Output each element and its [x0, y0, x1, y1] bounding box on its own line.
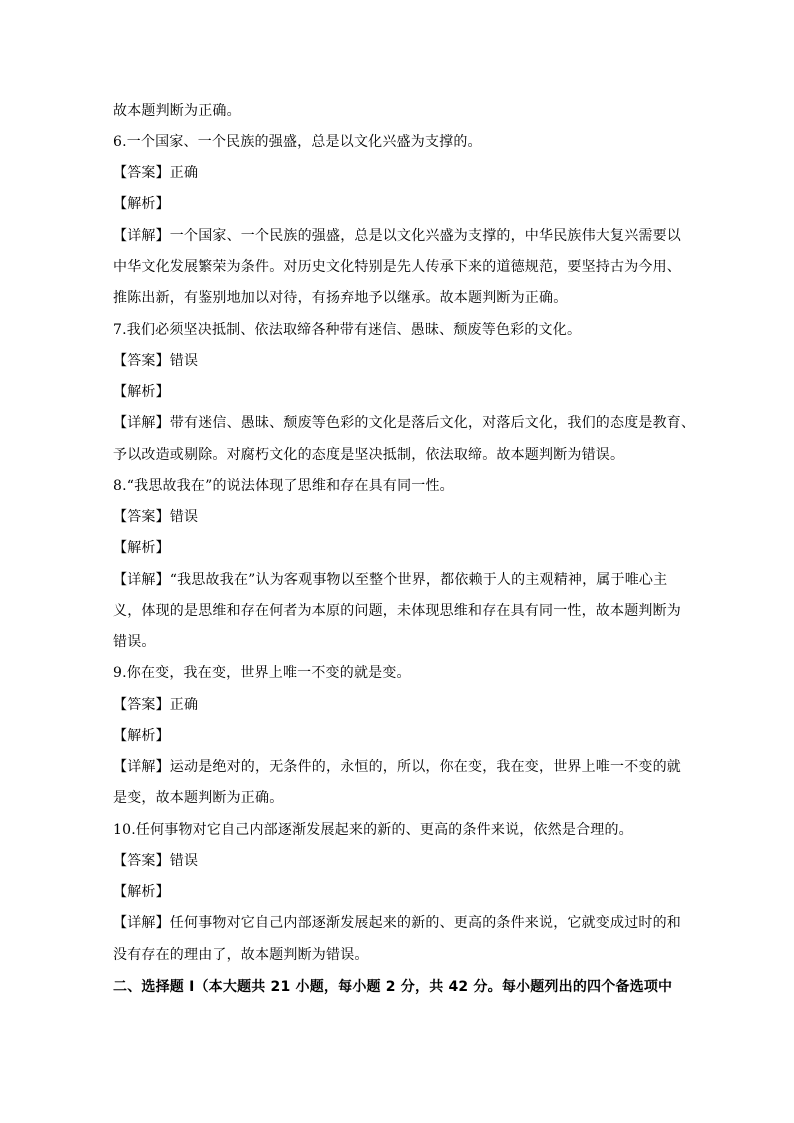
detail-8-line-1: 【详解】“我思故我在”认为客观事物以至整个世界，都依赖于人的主观精神，属于唯心主 — [113, 572, 668, 588]
answer-8: 【答案】错误 — [113, 509, 199, 525]
question-9: 9.你在变，我在变，世界上唯一不变的就是变。 — [113, 665, 411, 681]
analysis-label-10: 【解析】 — [113, 884, 170, 900]
detail-6-line-3: 推陈出新，有鉴别地加以对待，有扬弃地予以继承。故本题判断为正确。 — [113, 290, 568, 306]
detail-8-line-3: 错误。 — [113, 634, 156, 650]
analysis-label-6: 【解析】 — [113, 196, 170, 212]
detail-10-line-1: 【详解】任何事物对它自己内部逐渐发展起来的新的、更高的条件来说，它就变成过时的和 — [113, 915, 681, 931]
detail-6-line-1: 【详解】一个国家、一个民族的强盛，总是以文化兴盛为支撑的，中华民族伟大复兴需要以 — [113, 228, 681, 244]
answer-9: 【答案】正确 — [113, 697, 199, 713]
detail-9-line-2: 是变，故本题判断为正确。 — [113, 790, 284, 806]
question-7: 7.我们必须坚决抵制、依法取缔各种带有迷信、愚昧、颓废等色彩的文化。 — [113, 322, 582, 338]
question-6: 6.一个国家、一个民族的强盛，总是以文化兴盛为支撑的。 — [113, 134, 482, 150]
detail-9-line-1: 【详解】运动是绝对的，无条件的，永恒的，所以，你在变，我在变，世界上唯一不变的就 — [113, 759, 681, 775]
detail-8-line-2: 义，体现的是思维和存在何者为本原的问题，未体现思维和存在具有同一性，故本题判断为 — [113, 603, 681, 619]
answer-6: 【答案】正确 — [113, 165, 199, 181]
detail-7-line-2: 予以改造或剔除。对腐朽文化的态度是坚决抵制，依法取缔。故本题判断为错误。 — [113, 447, 625, 463]
answer-7: 【答案】错误 — [113, 353, 199, 369]
analysis-label-8: 【解析】 — [113, 540, 170, 556]
analysis-label-9: 【解析】 — [113, 728, 170, 744]
question-8: 8.“我思故我在”的说法体现了思维和存在具有同一性。 — [113, 478, 454, 494]
detail-7-line-1: 【详解】带有迷信、愚昧、颓废等色彩的文化是落后文化，对落后文化，我们的态度是教育、 — [113, 415, 696, 431]
detail-6-line-2: 中华文化发展繁荣为条件。对历史文化特别是先人传承下来的道德规范，要坚持古为今用、 — [113, 259, 681, 275]
text-line: 故本题判断为正确。 — [113, 103, 241, 119]
detail-10-line-2: 没有存在的理由了，故本题判断为错误。 — [113, 947, 369, 963]
answer-10: 【答案】错误 — [113, 853, 199, 869]
question-10: 10.任何事物对它自己内部逐渐发展起来的新的、更高的条件来说，依然是合理的。 — [113, 822, 633, 838]
analysis-label-7: 【解析】 — [113, 384, 170, 400]
section-heading: 二、选择题 I（本大题共 21 小题，每小题 2 分，共 42 分。每小题列出的四个备选项中 — [113, 979, 673, 995]
